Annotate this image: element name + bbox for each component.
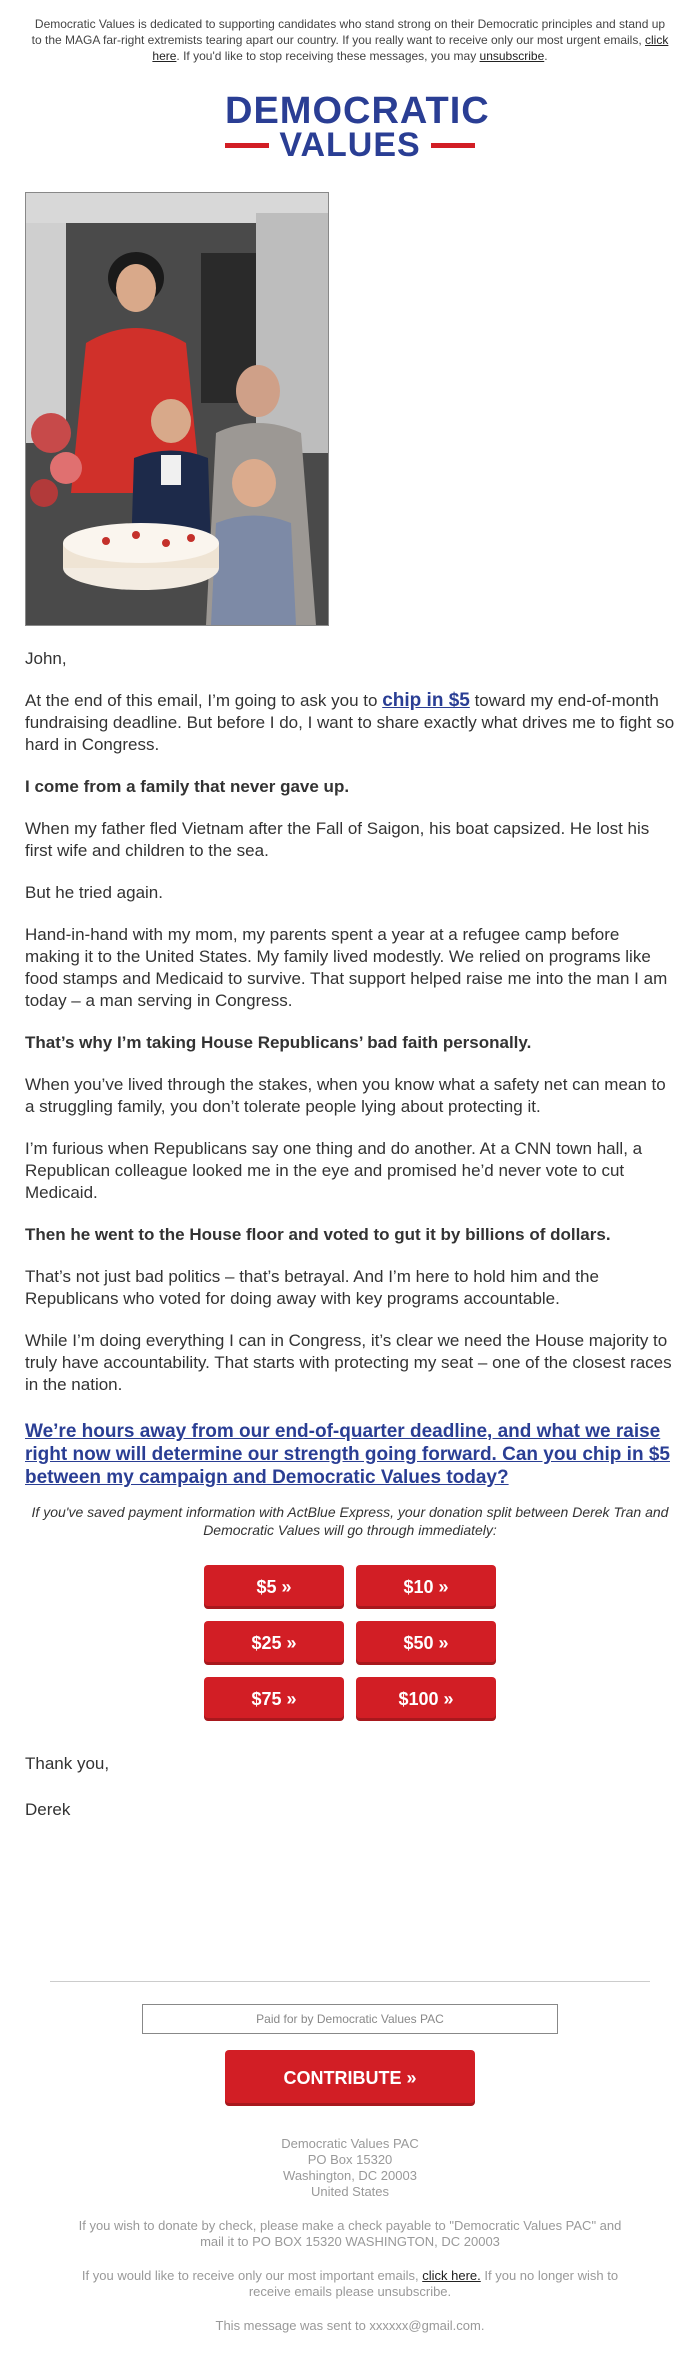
mailing-address xyxy=(0,2136,700,2200)
democratic-values-logo xyxy=(225,90,490,164)
paragraph-betrayal: That’s not just bad politics – that’s betrayal. And I’m here to hold him and the Republicans who voted for doing away with key programs accountable. xyxy=(25,1267,599,1308)
contribute-button[interactable]: CONTRIBUTE » xyxy=(225,2050,475,2106)
preheader-text: Democratic Values is dedicated to supporting candidates who stand strong on their Democratic principles and stand up to the MAGA far-right extremists tearing apart our country. If you really want to receive only our most urgent emails, xyxy=(31,17,666,47)
donate-50-button[interactable]: $50 » xyxy=(356,1621,496,1665)
heading-bad-faith: That’s why I’m taking House Republicans’ bad faith personally. xyxy=(25,1033,532,1052)
greeting: John, xyxy=(25,649,67,668)
signature: Derek xyxy=(25,1800,71,1819)
family-photo-illustration xyxy=(26,193,328,625)
family-photo xyxy=(25,192,329,626)
preheader-click-here-link[interactable]: click here xyxy=(152,33,669,63)
donation-appeal-link[interactable]: We’re hours away from our end-of-quarter deadline, and what we raise right now will determine our strength going forward. Can you chip in $5 between my campaign and Democratic Values today? xyxy=(25,1421,670,1488)
paragraph-refugee-camp: Hand-in-hand with my mom, my parents spent a year at a refugee camp before making it to the United States. My family lived modestly. We relied on programs like food stamps and Medicaid to survive. That support helped raise me into the man I am today – a man serving in Congress. xyxy=(25,925,668,1010)
check-donation-note: If you wish to donate by check, please make a check payable to "Democratic Values PAC" and mail it to PO BOX 15320 WASHINGTON, DC 20003 xyxy=(78,2218,622,2249)
donate-75-button[interactable]: $75 » xyxy=(204,1677,344,1721)
footer xyxy=(0,1981,700,2334)
donate-buttons-grid xyxy=(204,1565,496,1721)
donate-25-button[interactable]: $25 » xyxy=(204,1621,344,1665)
paragraph-intro-text: At the end of this email, I’m going to ask you to xyxy=(25,691,383,710)
logo-line-2: VALUES xyxy=(279,126,421,164)
heading-house-floor: Then he went to the House floor and voted to gut it by billions of dollars. xyxy=(25,1225,611,1244)
donate-100-button[interactable]: $100 » xyxy=(356,1677,496,1721)
paid-for-disclaimer: Paid for by Democratic Values PAC xyxy=(142,2004,558,2034)
important-emails-click-here-link[interactable]: click here. xyxy=(422,2268,481,2283)
donate-10-button[interactable]: $10 » xyxy=(356,1565,496,1609)
donate-5-button[interactable]: $5 » xyxy=(204,1565,344,1609)
signoff xyxy=(0,1753,700,1821)
footer-divider xyxy=(50,1981,650,1982)
logo-right-bar xyxy=(431,143,475,148)
important-emails-text-2: If you no longer wish to receive emails please unsubscribe. xyxy=(248,2268,619,2299)
thanks: Thank you, xyxy=(25,1754,110,1773)
actblue-note: If you've saved payment information with ActBlue Express, your donation split between Derek Tran and Democratic Values will go through immediately: xyxy=(31,1504,669,1538)
paragraph-stakes: When you’ve lived through the stakes, when you know what a safety net can mean to a struggling family, you don’t tolerate people lying about protecting it. xyxy=(25,1075,666,1116)
logo-line-2-row xyxy=(225,128,475,162)
preheader-text-2: . If you'd like to stop receiving these messages, you may xyxy=(176,49,480,63)
preheader-text-3: . xyxy=(544,49,548,63)
address-line-1: Democratic Values PAC xyxy=(281,2136,419,2151)
address-line-2: PO Box 15320 xyxy=(307,2152,393,2167)
important-emails-text: If you would like to receive only our most important emails, xyxy=(81,2268,423,2283)
address-line-3: Washington, DC 20003 xyxy=(283,2168,417,2183)
logo-line-1: DEMOCRATIC xyxy=(225,90,490,132)
important-emails-note xyxy=(70,2268,630,2300)
paragraph-tried-again: But he tried again. xyxy=(25,883,163,902)
paragraph-intro xyxy=(25,690,675,756)
preheader xyxy=(30,0,670,64)
heading-family: I come from a family that never gave up. xyxy=(25,777,350,796)
paragraph-furious: I’m furious when Republicans say one thing and do another. At a CNN town hall, a Republican colleague looked me in the eye and promised he’d never vote to cut Medicaid. xyxy=(25,1139,643,1202)
logo-left-bar xyxy=(225,143,269,148)
paragraph-father: When my father fled Vietnam after the Fall of Saigon, his boat capsized. He lost his first wife and children to the sea. xyxy=(25,819,650,860)
chip-in-link[interactable]: chip in $5 xyxy=(382,690,470,711)
paragraph-majority: While I’m doing everything I can in Congress, it’s clear we need the House majority to truly have accountability. That starts with protecting my seat – one of the closest races in the nation. xyxy=(25,1331,672,1394)
preheader-unsubscribe-link[interactable]: unsubscribe xyxy=(479,49,545,63)
paragraph-intro-text-2: toward my end-of-month fundraising deadline. But before I do, I want to share exactly what drives me to fight so hard in Congress. xyxy=(25,691,675,754)
address-line-4: United States xyxy=(310,2184,390,2199)
email-body xyxy=(0,648,700,1489)
sent-to-note: This message was sent to xxxxxx@gmail.com. xyxy=(215,2318,485,2333)
